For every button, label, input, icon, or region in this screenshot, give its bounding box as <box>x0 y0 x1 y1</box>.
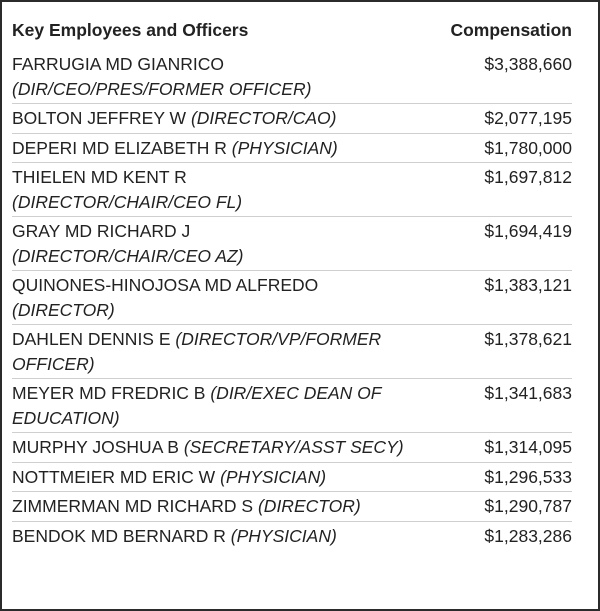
employee-cell <box>12 106 422 131</box>
employee-name: MURPHY JOSHUA B <box>12 437 179 457</box>
table-row <box>12 163 572 217</box>
employee-cell <box>12 136 422 161</box>
employee-cell <box>12 435 422 460</box>
compensation-value: $1,383,121 <box>484 275 572 295</box>
employee-title: (DIRECTOR/CHAIR/CEO FL) <box>12 191 243 212</box>
employee-cell <box>12 273 422 322</box>
header-compensation: Compensation <box>450 20 572 40</box>
employee-cell <box>12 524 422 549</box>
table-row <box>12 217 572 271</box>
employee-title: (PHYSICIAN) <box>220 466 327 487</box>
employee-name: DAHLEN DENNIS E <box>12 329 171 349</box>
employee-name: BENDOK MD BERNARD R <box>12 525 226 546</box>
employee-cell <box>12 381 422 430</box>
employee-title: (DIR/CEO/PRES/FORMER OFFICER) <box>12 78 312 99</box>
employee-cell <box>12 494 422 519</box>
employee-name: ZIMMERMAN MD RICHARD S <box>12 496 254 516</box>
employee-title: (DIRECTOR/VP/FORMER OFFICER) <box>12 329 382 374</box>
table-row <box>12 134 572 164</box>
employee-title: (DIR/EXEC DEAN OF EDUCATION) <box>12 383 382 428</box>
compensation-value: $2,077,195 <box>484 108 572 128</box>
employee-name: FARRUGIA MD GIANRICO <box>12 54 224 74</box>
table-row <box>12 492 572 522</box>
employee-title: (SECRETARY/ASST SECY) <box>183 437 404 457</box>
employee-name: NOTTMEIER MD ERIC W <box>12 466 216 487</box>
table-row <box>12 379 572 433</box>
employee-name: GRAY MD RICHARD J <box>12 221 191 241</box>
table-row <box>12 463 572 493</box>
table-body <box>12 50 572 550</box>
compensation-value: $1,780,000 <box>484 137 572 158</box>
employee-name: MEYER MD FREDRIC B <box>12 383 206 403</box>
employee-title: (DIRECTOR) <box>257 496 361 516</box>
employee-name: QUINONES-HINOJOSA MD ALFREDO <box>12 275 319 295</box>
table-row <box>12 271 572 325</box>
employee-cell <box>12 219 422 268</box>
table-row <box>12 104 572 134</box>
employee-cell <box>12 327 422 376</box>
compensation-value: $1,341,683 <box>484 383 572 403</box>
employee-title: (PHYSICIAN) <box>230 525 337 546</box>
employee-title: (DIRECTOR/CAO) <box>190 108 337 128</box>
compensation-value: $1,290,787 <box>484 496 572 516</box>
table-header <box>12 20 572 46</box>
table-row <box>12 50 572 104</box>
compensation-value: $1,694,419 <box>484 221 572 241</box>
compensation-value: $1,378,621 <box>484 329 572 349</box>
employee-cell <box>12 52 422 101</box>
employee-title: (DIRECTOR/CHAIR/CEO AZ) <box>12 245 244 266</box>
employee-name: THIELEN MD KENT R <box>12 167 187 187</box>
compensation-value: $1,283,286 <box>484 525 572 546</box>
employee-name: DEPERI MD ELIZABETH R <box>12 137 227 158</box>
compensation-value: $1,296,533 <box>484 466 572 487</box>
employee-title: (DIRECTOR) <box>12 299 115 320</box>
table-row <box>12 433 572 463</box>
table-row <box>12 522 572 551</box>
employee-name: BOLTON JEFFREY W <box>12 108 187 128</box>
employee-cell <box>12 165 422 214</box>
header-employees: Key Employees and Officers <box>12 20 249 40</box>
compensation-value: $1,314,095 <box>484 437 572 457</box>
compensation-value: $3,388,660 <box>484 54 572 74</box>
employee-title: (PHYSICIAN) <box>231 137 338 158</box>
employee-cell <box>12 465 422 490</box>
table-row <box>12 325 572 379</box>
compensation-value: $1,697,812 <box>484 167 572 187</box>
